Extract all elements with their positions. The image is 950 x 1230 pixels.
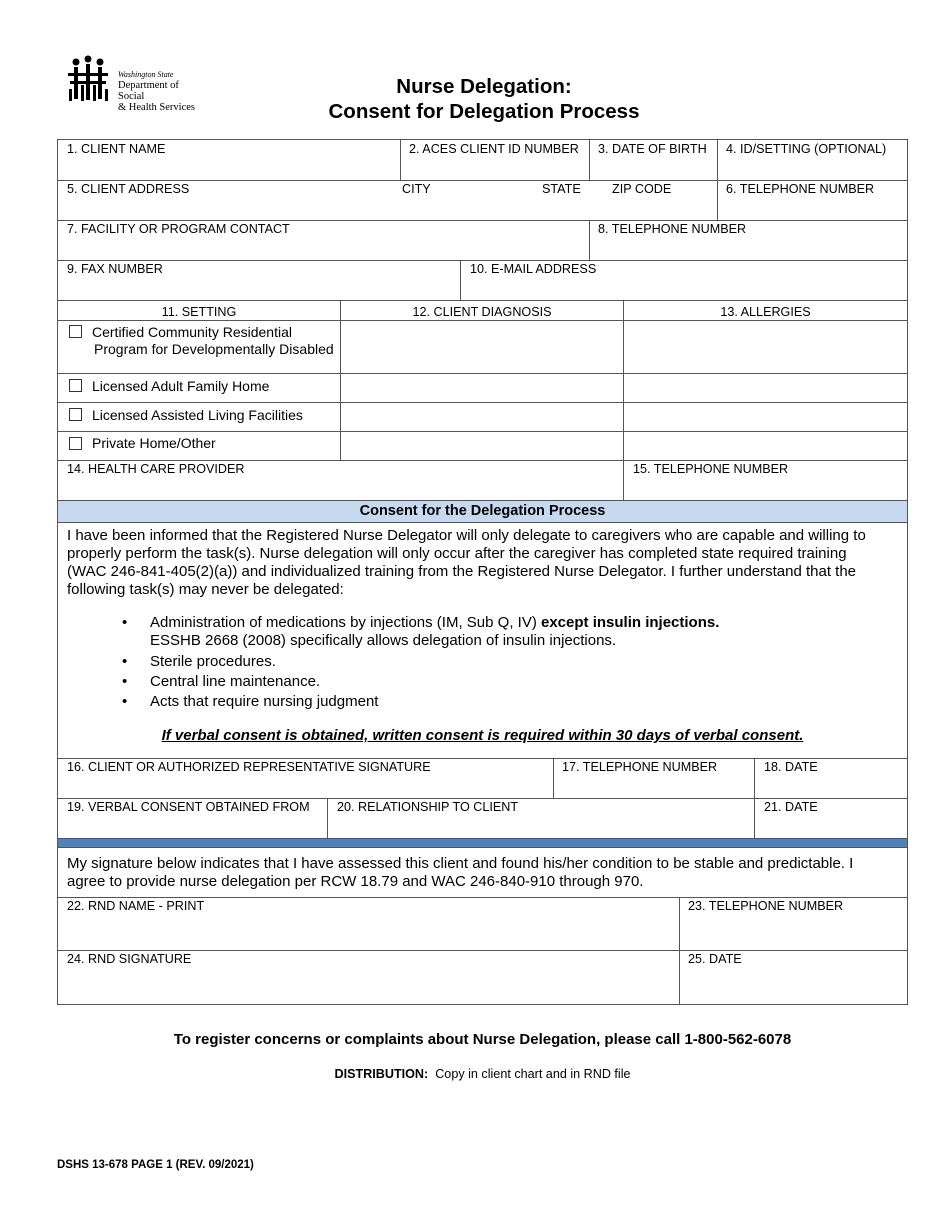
bullet-1-marker: •: [122, 614, 128, 631]
bullet-1-text: Administration of medications by injections (IM, Sub Q, IV): [150, 614, 541, 631]
bullet-2: Sterile procedures.: [150, 653, 276, 670]
agency-name: [118, 69, 206, 113]
diagnosis-field-3[interactable]: [340, 402, 624, 432]
certified-community-line-2: Program for Developmentally Disabled: [94, 341, 334, 357]
consent-line-4: following task(s) may never be delegated:: [67, 581, 344, 598]
adult-family-home-checkbox[interactable]: [69, 379, 82, 392]
rnd-date-label: 25. DATE: [688, 952, 742, 966]
form-title: [250, 74, 718, 124]
client-telephone-label: 6. TELEPHONE NUMBER: [726, 182, 875, 196]
consent-line-2: properly perform the task(s). Nurse delegation will only occur after the caregiver has completed state required training: [67, 545, 847, 562]
certified-community-line-1: Certified Community Residential: [92, 324, 292, 340]
rnd-telephone-label: 23. TELEPHONE NUMBER: [688, 899, 844, 913]
complaint-hotline-text: To register concerns or complaints about Nurse Delegation, please call 1-800-562-6078: [173, 1031, 792, 1048]
diagnosis-header: 12. CLIENT DIAGNOSIS: [412, 305, 552, 319]
email-address-label: 10. E-MAIL ADDRESS: [470, 262, 597, 276]
rnd-statement-line-2: agree to provide nurse delegation per RCW 18.79 and WAC 246-840-910 through 970.: [67, 873, 644, 890]
rnd-name-label: 22. RND NAME - PRINT: [67, 899, 205, 913]
city-label: CITY: [402, 182, 431, 196]
facility-contact-label: 7. FACILITY OR PROGRAM CONTACT: [67, 222, 290, 236]
allergies-field-2[interactable]: [623, 373, 908, 403]
client-name-label: 1. CLIENT NAME: [67, 142, 166, 156]
health-care-provider-label: 14. HEALTH CARE PROVIDER: [67, 462, 245, 476]
form-title-line-1: Nurse Delegation:: [396, 75, 572, 98]
aces-id-label: 2. ACES CLIENT ID NUMBER: [409, 142, 579, 156]
certified-community-label: [92, 324, 334, 358]
consent-line-3: (WAC 246-841-405(2)(a)) and individualized training from the Registered Nurse Delegator. I further understand that the: [67, 563, 857, 580]
agency-line-2: Department of Social: [118, 80, 179, 102]
bullet-3-marker: •: [122, 673, 128, 690]
certified-community-checkbox[interactable]: [69, 325, 82, 338]
allergies-field-3[interactable]: [623, 402, 908, 432]
rnd-statement: [67, 855, 853, 891]
agency-line-3: & Health Services: [118, 102, 195, 113]
dshs-logo: [66, 55, 206, 113]
relationship-label: 20. RELATIONSHIP TO CLIENT: [337, 800, 519, 814]
date-of-birth-label: 3. DATE OF BIRTH: [598, 142, 707, 156]
form-title-line-2: Consent for Delegation Process: [328, 100, 640, 123]
bullet-4: Acts that require nursing judgment: [150, 693, 379, 710]
bullet-1-subtext: ESSHB 2668 (2008) specifically allows delegation of insulin injections.: [150, 632, 617, 649]
private-home-checkbox[interactable]: [69, 437, 82, 450]
diagnosis-field-2[interactable]: [340, 373, 624, 403]
diagnosis-field-4[interactable]: [340, 431, 624, 461]
dshs-figures-icon: [66, 55, 116, 105]
provider-telephone-label: 15. TELEPHONE NUMBER: [633, 462, 789, 476]
setting-header: 11. SETTING: [161, 305, 237, 319]
bullet-2-marker: •: [122, 653, 128, 670]
private-home-label: Private Home/Other: [92, 435, 216, 451]
form-number: DSHS 13-678 PAGE 1 (REV. 09/2021): [57, 1159, 254, 1171]
allergies-field-4[interactable]: [623, 431, 908, 461]
assisted-living-checkbox[interactable]: [69, 408, 82, 421]
verbal-consent-from-label: 19. VERBAL CONSENT OBTAINED FROM: [67, 800, 310, 814]
assisted-living-label: Licensed Assisted Living Facilities: [92, 407, 303, 423]
id-setting-label: 4. ID/SETTING (OPTIONAL): [726, 142, 887, 156]
rnd-signature-label: 24. RND SIGNATURE: [67, 952, 192, 966]
adult-family-home-label: Licensed Adult Family Home: [92, 378, 270, 394]
bullet-1-exception: except insulin injections.: [541, 614, 720, 631]
verbal-consent-notice: If verbal consent is obtained, written consent is required within 30 days of verbal consent.: [161, 727, 804, 744]
allergies-field-1[interactable]: [623, 320, 908, 374]
bullet-3: Central line maintenance.: [150, 673, 321, 690]
bullet-1: [150, 614, 719, 632]
signature-date-label: 18. DATE: [764, 760, 818, 774]
signer-telephone-label: 17. TELEPHONE NUMBER: [562, 760, 718, 774]
allergies-header: 13. ALLERGIES: [720, 305, 811, 319]
consent-section-heading: Consent for the Delegation Process: [57, 500, 908, 523]
diagnosis-field-1[interactable]: [340, 320, 624, 374]
distribution-text: Copy in client chart and in RND file: [428, 1067, 631, 1081]
consent-line-1: I have been informed that the Registered Nurse Delegator will only delegate to caregivers who are capable and willing to: [67, 527, 866, 544]
distribution-label: DISTRIBUTION:: [334, 1067, 429, 1081]
fax-number-label: 9. FAX NUMBER: [67, 262, 163, 276]
agency-line-1: Washington State: [118, 70, 174, 79]
rnd-statement-line-1: My signature below indicates that I have assessed this client and found his/her condition to be stable and predictable. I: [67, 855, 854, 872]
client-signature-label: 16. CLIENT OR AUTHORIZED REPRESENTATIVE SIGNATURE: [67, 760, 431, 774]
client-address-label: 5. CLIENT ADDRESS: [67, 182, 190, 196]
zip-code-label: ZIP CODE: [612, 182, 672, 196]
facility-telephone-label: 8. TELEPHONE NUMBER: [598, 222, 747, 236]
state-label: STATE: [542, 182, 581, 196]
distribution-note: [57, 1067, 908, 1081]
bullet-4-marker: •: [122, 693, 128, 710]
consent-paragraph: [67, 527, 866, 599]
verbal-consent-date-label: 21. DATE: [764, 800, 818, 814]
